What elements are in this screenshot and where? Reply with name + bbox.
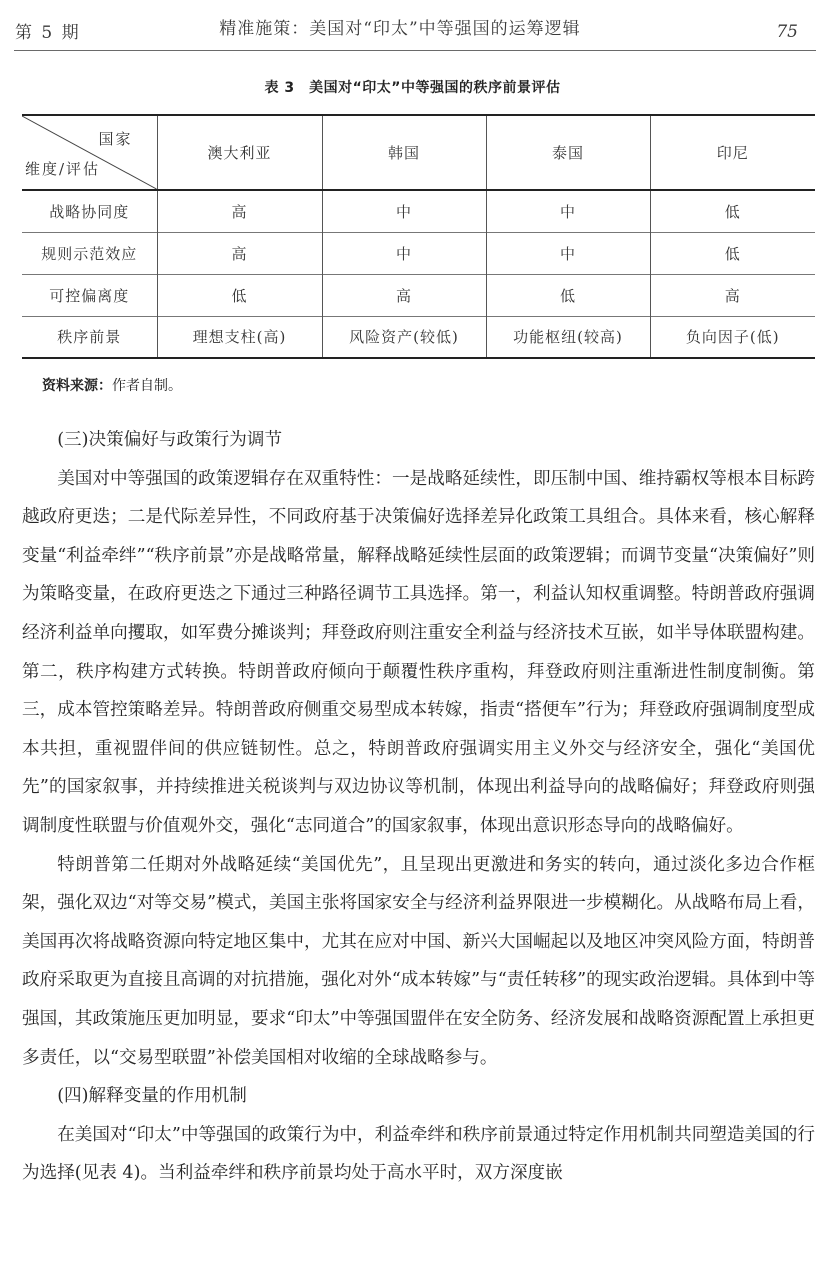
header-rule [14,50,816,51]
table-cell: 高 [157,190,322,232]
table-header-row [22,115,815,190]
section-heading: (三)决策偏好与政策行为调节 [57,430,283,450]
section-heading: (四)解释变量的作用机制 [57,1086,247,1107]
running-head [0,0,825,50]
table-row [22,190,815,232]
table-cell: 中 [322,190,486,232]
table-cell: 中 [322,232,486,274]
table-cell: 高 [157,232,322,274]
table-cell: 低 [650,190,815,232]
table-cell: 低 [157,274,322,316]
article-running-title: 精准施策：美国对“印太”中等强国的运筹逻辑 [219,19,581,39]
table-cell: 中 [486,190,650,232]
table-source-note [42,375,182,395]
order-prospect-table [22,114,815,359]
table-cell: 理想支柱(高) [157,316,322,358]
table-cell: 低 [650,232,815,274]
row-label: 秩序前景 [22,316,157,358]
table-cell: 高 [322,274,486,316]
journal-issue: 第 5 期 [15,23,81,43]
page-number: 75 [776,22,798,42]
source-text: 作者自制。 [112,378,182,394]
article-body [22,421,815,1193]
table-cell: 中 [486,232,650,274]
table-corner-cell [22,115,157,190]
corner-label-dimension: 维度/评估 [25,160,101,178]
source-label: 资料来源： [42,378,112,394]
table-cell: 高 [650,274,815,316]
table-cell: 风险资产(较低) [322,316,486,358]
row-label: 可控偏离度 [22,274,157,316]
table-row [22,274,815,316]
column-header: 印尼 [650,115,815,190]
corner-label-country: 国家 [98,130,133,148]
column-header: 泰国 [486,115,650,190]
body-paragraph: 特朗普第二任期对外战略延续“美国优先”，且呈现出更激进和务实的转向，通过淡化多边合作框架，强化双边“对等交易”模式，美国主张将国家安全与经济利益界限进一步模糊化。从战略布局上看，美国再次将战略资源向特定地区集中，尤其在应对中国、新兴大国崛起以及地区冲突风险方面，特朗普政府采取更为直接且高调的对抗措施，强化对外“成本转嫁”与“责任转移”的现实政治逻辑。具体到中等强国，其政策施压更加明显，要求“印太”中等强国盟伴在安全防务、经济发展和战略资源配置上承担更多责任，以“交易型联盟”补偿美国相对收缩的全球战略参与。 [22,854,815,1068]
column-header: 韩国 [322,115,486,190]
body-paragraph: 在美国对“印太”中等强国的政策行为中，利益牵绊和秩序前景通过特定作用机制共同塑造美国的行为选择(见表 4)。当利益牵绊和秩序前景均处于高水平时，双方深度嵌 [22,1124,815,1184]
table-row [22,316,815,358]
row-label: 战略协同度 [22,190,157,232]
table-cell: 低 [486,274,650,316]
table-row [22,232,815,274]
row-label: 规则示范效应 [22,232,157,274]
column-header: 澳大利亚 [157,115,322,190]
table-cell: 功能枢纽(较高) [486,316,650,358]
body-paragraph: 美国对中等强国的政策逻辑存在双重特性：一是战略延续性，即压制中国、维持霸权等根本目标跨越政府更迭；二是代际差异性，不同政府基于决策偏好选择差异化政策工具组合。具体来看，核心解释变量“利益牵绊”“秩序前景”亦是战略常量，解释战略延续性层面的政策逻辑；而调节变量“决策偏好”则为策略变量，在政府更迭之下通过三种路径调节工具选择。第一，利益认知权重调整。特朗普政府强调经济利益单向攫取，如军费分摊谈判；拜登政府则注重安全利益与经济技术互嵌，如半导体联盟构建。第二，秩序构建方式转换。特朗普政府倾向于颠覆性秩序重构，拜登政府则注重渐进性制度制衡。第三，成本管控策略差异。特朗普政府侧重交易型成本转嫁，指责“搭便车”行为；拜登政府强调制度型成本共担，重视盟伴间的供应链韧性。总之，特朗普政府强调实用主义外交与经济安全，强化“美国优先”的国家叙事，并持续推进关税谈判与双边协议等机制，体现出利益导向的战略偏好；拜登政府则强调制度性联盟与价值观外交，强化“志同道合”的国家叙事，体现出意识形态导向的战略偏好。 [22,468,815,836]
table-cell: 负向因子(低) [650,316,815,358]
table-caption: 表 3 美国对“印太”中等强国的秩序前景评估 [264,80,561,96]
